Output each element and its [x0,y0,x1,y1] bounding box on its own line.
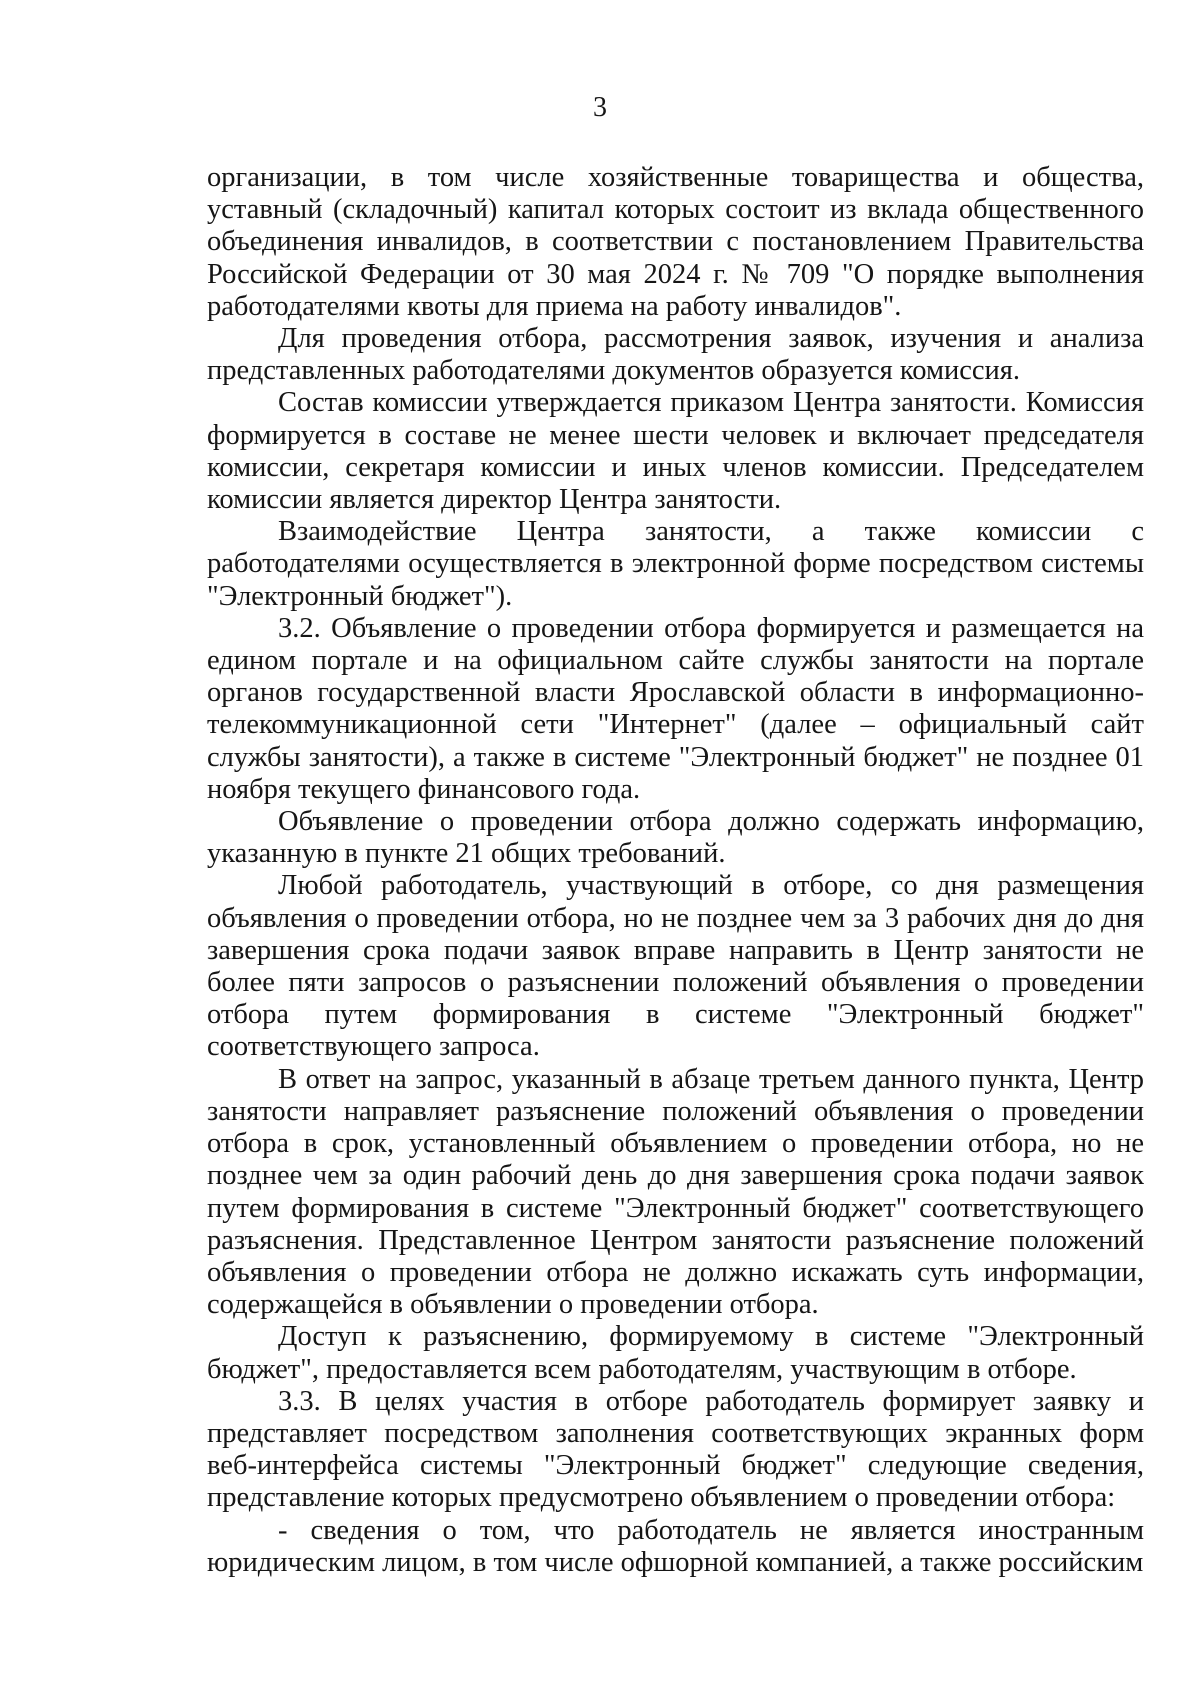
page-number: 3 [593,92,607,123]
paragraph-announcement-content: Объявление о проведении отбора должно содержать информацию, указанную в пункте 21 общих требований. [207,806,1144,870]
paragraph-commission-formation: Для проведения отбора, рассмотрения заявок, изучения и анализа представленных работодателями документов образуется комиссия. [207,323,1144,387]
paragraph-commission-composition: Состав комиссии утверждается приказом Центра занятости. Комиссия формируется в составе не менее шести человек и включает председателя комиссии, секретаря комиссии и иных членов комиссии. Председателем комиссии является директор Центра занятости. [207,387,1144,516]
paragraph-clarification-response: В ответ на запрос, указанный в абзаце третьем данного пункта, Центр занятости направляет разъяснение положений объявления о проведении отбора в срок, установленный объявлением о проведении отбора, но не позднее чем за один рабочий день до дня завершения срока подачи заявок путем формирования в системе "Электронный бюджет" соответствующего разъяснения. Представленное Центром занятости разъяснение положений объявления о проведении отбора не должно искажать суть информации, содержащейся в объявлении о проведении отбора. [207,1063,1144,1321]
paragraph-continuation: организации, в том числе хозяйственные товарищества и общества, уставный (складочный) капитал которых состоит из вклада общественного объединения инвалидов, в соответствии с постановлением Правительства Российской Федерации от 30 мая 2024 г. № 709 "О порядке выполнения работодателями квоты для приема на работу инвалидов". [207,162,1144,322]
paragraph-electronic-interaction: Взаимодействие Центра занятости, а также комиссии с работодателями осуществляется в электронной форме посредством системы "Электронный бюджет"). [207,516,1144,612]
paragraph-clarification-requests: Любой работодатель, участвующий в отборе, со дня размещения объявления о проведении отбора, но не позднее чем за 3 рабочих дня до дня завершения срока подачи заявок вправе направить в Центр занятости не более пяти запросов о разъяснении положений объявления о проведении отбора путем формирования в системе "Электронный бюджет" соответствующего запроса. [207,870,1144,1063]
paragraph-3-2-announcement: 3.2. Объявление о проведении отбора формируется и размещается на едином портале и на официальном сайте службы занятости на портале органов государственной власти Ярославской области в информационно-телекоммуникационной сети "Интернет" (далее – официальный сайт службы занятости), а также в системе "Электронный бюджет" не позднее 01 ноября текущего финансового года. [207,612,1144,805]
paragraph-3-3-application: 3.3. В целях участия в отборе работодатель формирует заявку и представляет посредством заполнения соответствующих экранных форм веб-интерфейса системы "Электронный бюджет" следующие сведения, представление которых предусмотрено объявлением о проведении отбора: [207,1385,1144,1514]
document-body [207,162,1144,1579]
paragraph-list-item-foreign-entity: - сведения о том, что работодатель не является иностранным юридическим лицом, в том числе офшорной компанией, а также российским [207,1514,1144,1578]
paragraph-clarification-access: Доступ к разъяснению, формируемому в системе "Электронный бюджет", предоставляется всем работодателям, участвующим в отборе. [207,1321,1144,1385]
